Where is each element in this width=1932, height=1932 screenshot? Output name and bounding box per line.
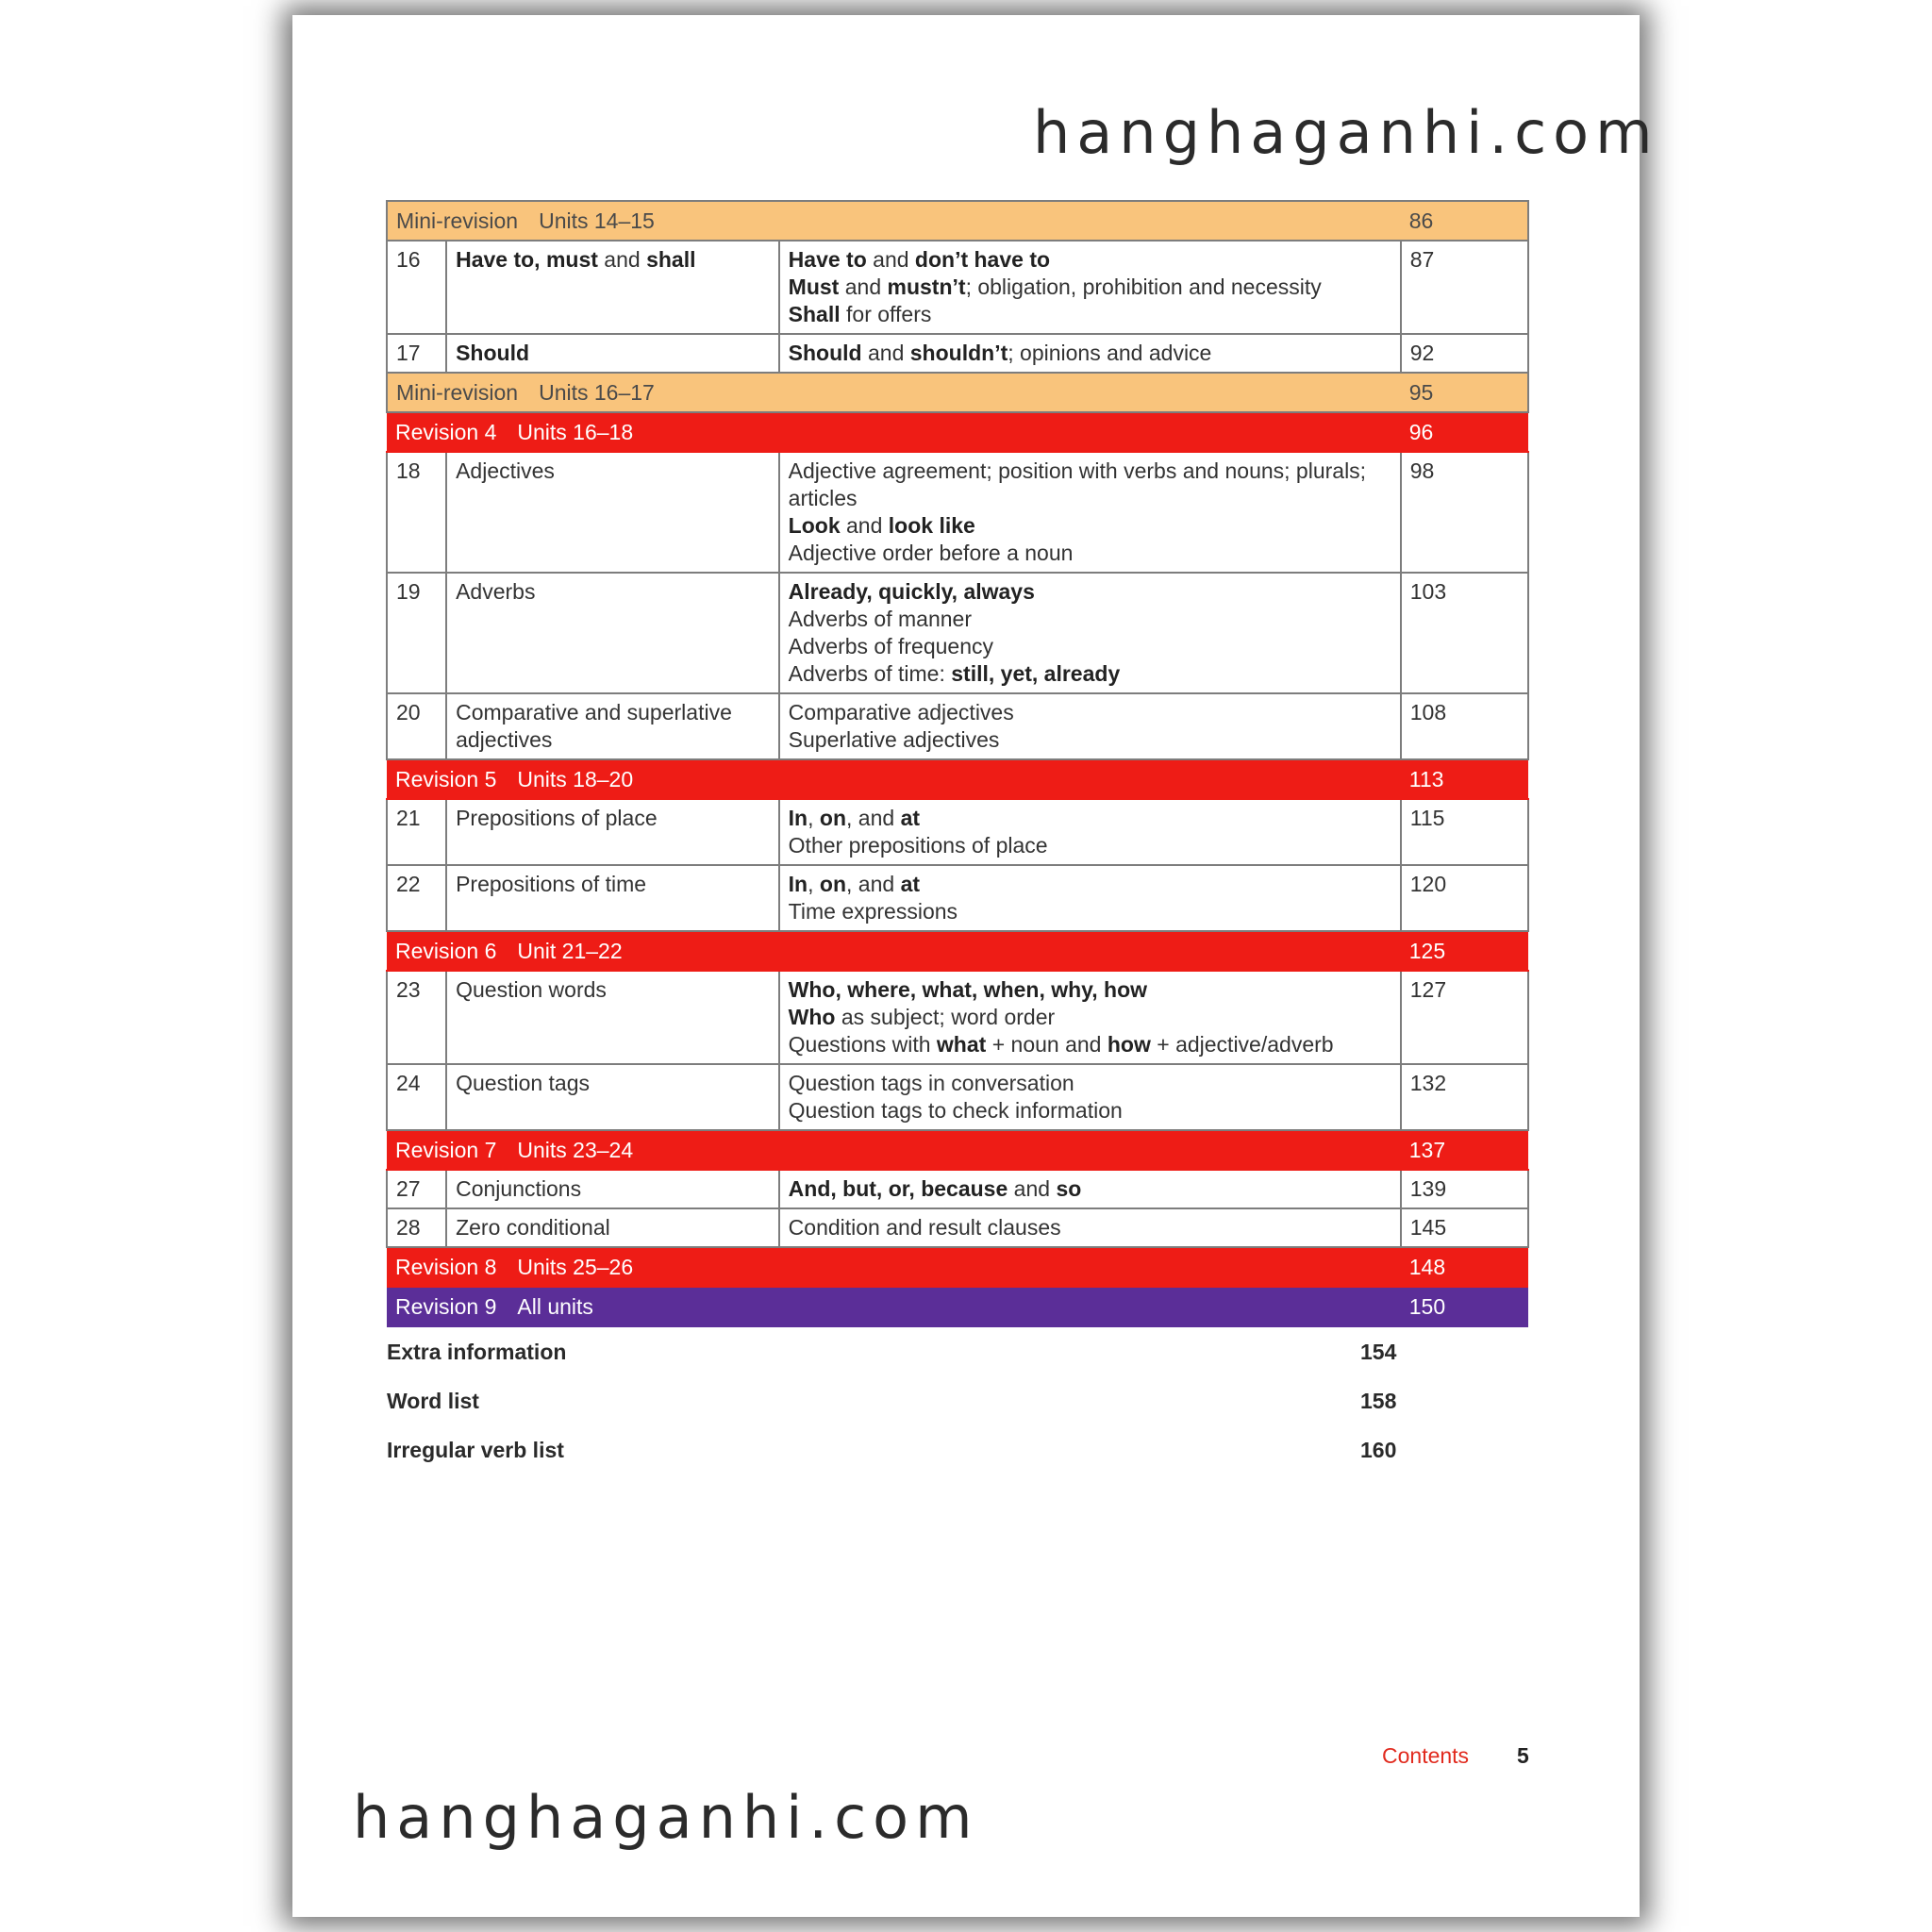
revision-units: All units <box>517 1294 593 1319</box>
unit-number: 23 <box>387 971 446 1064</box>
revision-label <box>387 1287 1401 1326</box>
unit-page-number: 115 <box>1401 799 1528 865</box>
footer-page-number: 5 <box>1517 1743 1529 1768</box>
unit-row <box>387 1170 1528 1208</box>
extra-section-page: 154 <box>1360 1340 1397 1364</box>
unit-number: 16 <box>387 241 446 334</box>
extra-section-label: Word list <box>387 1389 479 1413</box>
unit-topics: Should and shouldn’t; opinions and advice <box>779 334 1401 373</box>
revision-units: Units 25–26 <box>517 1255 634 1279</box>
revision-label <box>387 412 1401 452</box>
revision-units: Units 14–15 <box>539 208 655 233</box>
unit-page-number: 120 <box>1401 865 1528 931</box>
revision-row <box>387 1287 1528 1326</box>
unit-number: 27 <box>387 1170 446 1208</box>
mini-revision-row <box>387 373 1528 412</box>
unit-title: Have to, must and shall <box>446 241 779 334</box>
revision-page-number: 150 <box>1401 1287 1528 1326</box>
unit-row <box>387 1208 1528 1247</box>
footer-section-label: Contents <box>1382 1743 1470 1768</box>
unit-topics: Comparative adjectives Superlative adjectives <box>779 693 1401 759</box>
revision-page-number: 96 <box>1401 412 1528 452</box>
unit-row <box>387 573 1528 693</box>
document-page <box>292 15 1659 1917</box>
unit-number: 24 <box>387 1064 446 1130</box>
unit-title: Should <box>446 334 779 373</box>
revision-units: Units 23–24 <box>517 1138 634 1162</box>
revision-page-number: 148 <box>1401 1247 1528 1287</box>
revision-page-number: 137 <box>1401 1130 1528 1170</box>
revision-title: Revision 6 <box>395 939 497 963</box>
revision-row <box>387 412 1528 452</box>
unit-title: Zero conditional <box>446 1208 779 1247</box>
unit-title: Prepositions of time <box>446 865 779 931</box>
unit-number: 21 <box>387 799 446 865</box>
revision-units: Unit 21–22 <box>517 939 623 963</box>
unit-page-number: 132 <box>1401 1064 1528 1130</box>
revision-label <box>387 1247 1401 1287</box>
revision-row <box>387 759 1528 799</box>
unit-topics: In, on, and at Time expressions <box>779 865 1401 931</box>
revision-title: Revision 4 <box>395 420 497 444</box>
unit-number: 18 <box>387 452 446 573</box>
revision-units: Units 16–18 <box>517 420 634 444</box>
watermark-bottom: hanghaganhi.com <box>353 1783 979 1852</box>
unit-number: 20 <box>387 693 446 759</box>
unit-row <box>387 971 1528 1064</box>
unit-topics: Adjective agreement; position with verbs and nouns; plurals; articles Look and look like Adjective order before a noun <box>779 452 1401 573</box>
revision-title: Revision 5 <box>395 767 497 791</box>
unit-title: Prepositions of place <box>446 799 779 865</box>
revision-page-number: 113 <box>1401 759 1528 799</box>
unit-row <box>387 241 1528 334</box>
unit-title: Comparative and superlative adjectives <box>446 693 779 759</box>
unit-page-number: 98 <box>1401 452 1528 573</box>
unit-page-number: 145 <box>1401 1208 1528 1247</box>
unit-topics: Question tags in conversation Question tags to check information <box>779 1064 1401 1130</box>
contents-table <box>386 200 1529 1327</box>
unit-number: 22 <box>387 865 446 931</box>
unit-title: Adverbs <box>446 573 779 693</box>
unit-number: 19 <box>387 573 446 693</box>
revision-units: Units 18–20 <box>517 767 634 791</box>
revision-units: Units 16–17 <box>539 380 655 405</box>
revision-page-number: 86 <box>1401 201 1528 241</box>
revision-label <box>387 1130 1401 1170</box>
unit-number: 28 <box>387 1208 446 1247</box>
extra-section-label: Irregular verb list <box>387 1438 564 1462</box>
revision-label <box>387 201 1401 241</box>
revision-row <box>387 1247 1528 1287</box>
unit-topics: Who, where, what, when, why, how Who as subject; word order Questions with what + noun and how + adjective/adverb <box>779 971 1401 1064</box>
unit-page-number: 127 <box>1401 971 1528 1064</box>
unit-row <box>387 452 1528 573</box>
extra-section-row <box>387 1438 1424 1487</box>
unit-page-number: 139 <box>1401 1170 1528 1208</box>
mini-revision-row <box>387 201 1528 241</box>
unit-row <box>387 334 1528 373</box>
unit-topics: And, but, or, because and so <box>779 1170 1401 1208</box>
unit-topics: In, on, and at Other prepositions of place <box>779 799 1401 865</box>
unit-topics: Already, quickly, always Adverbs of manner Adverbs of frequency Adverbs of time: still, yet, already <box>779 573 1401 693</box>
revision-page-number: 95 <box>1401 373 1528 412</box>
revision-title: Mini-revision <box>396 380 519 405</box>
revision-page-number: 125 <box>1401 931 1528 971</box>
unit-title: Question tags <box>446 1064 779 1130</box>
extra-section-row <box>387 1389 1424 1438</box>
revision-title: Mini-revision <box>396 208 519 233</box>
extra-section-label: Extra information <box>387 1340 567 1364</box>
watermark-top: hanghaganhi.com <box>1033 98 1659 167</box>
unit-title: Conjunctions <box>446 1170 779 1208</box>
revision-row <box>387 1130 1528 1170</box>
unit-page-number: 103 <box>1401 573 1528 693</box>
unit-topics: Have to and don’t have to Must and mustn’t; obligation, prohibition and necessity Shall for offers <box>779 241 1401 334</box>
revision-row <box>387 931 1528 971</box>
unit-title: Adjectives <box>446 452 779 573</box>
unit-row <box>387 799 1528 865</box>
unit-number: 17 <box>387 334 446 373</box>
unit-topics: Condition and result clauses <box>779 1208 1401 1247</box>
revision-label <box>387 931 1401 971</box>
unit-row <box>387 693 1528 759</box>
unit-row <box>387 1064 1528 1130</box>
extra-section-page: 160 <box>1360 1438 1397 1462</box>
unit-page-number: 92 <box>1401 334 1528 373</box>
unit-title: Question words <box>446 971 779 1064</box>
unit-row <box>387 865 1528 931</box>
unit-page-number: 87 <box>1401 241 1528 334</box>
revision-title: Revision 7 <box>395 1138 497 1162</box>
revision-label <box>387 759 1401 799</box>
extra-sections-list <box>387 1340 1424 1487</box>
revision-label <box>387 373 1401 412</box>
extra-section-row <box>387 1340 1424 1389</box>
extra-section-page: 158 <box>1360 1389 1397 1413</box>
revision-title: Revision 9 <box>395 1294 497 1319</box>
unit-page-number: 108 <box>1401 693 1528 759</box>
revision-title: Revision 8 <box>395 1255 497 1279</box>
